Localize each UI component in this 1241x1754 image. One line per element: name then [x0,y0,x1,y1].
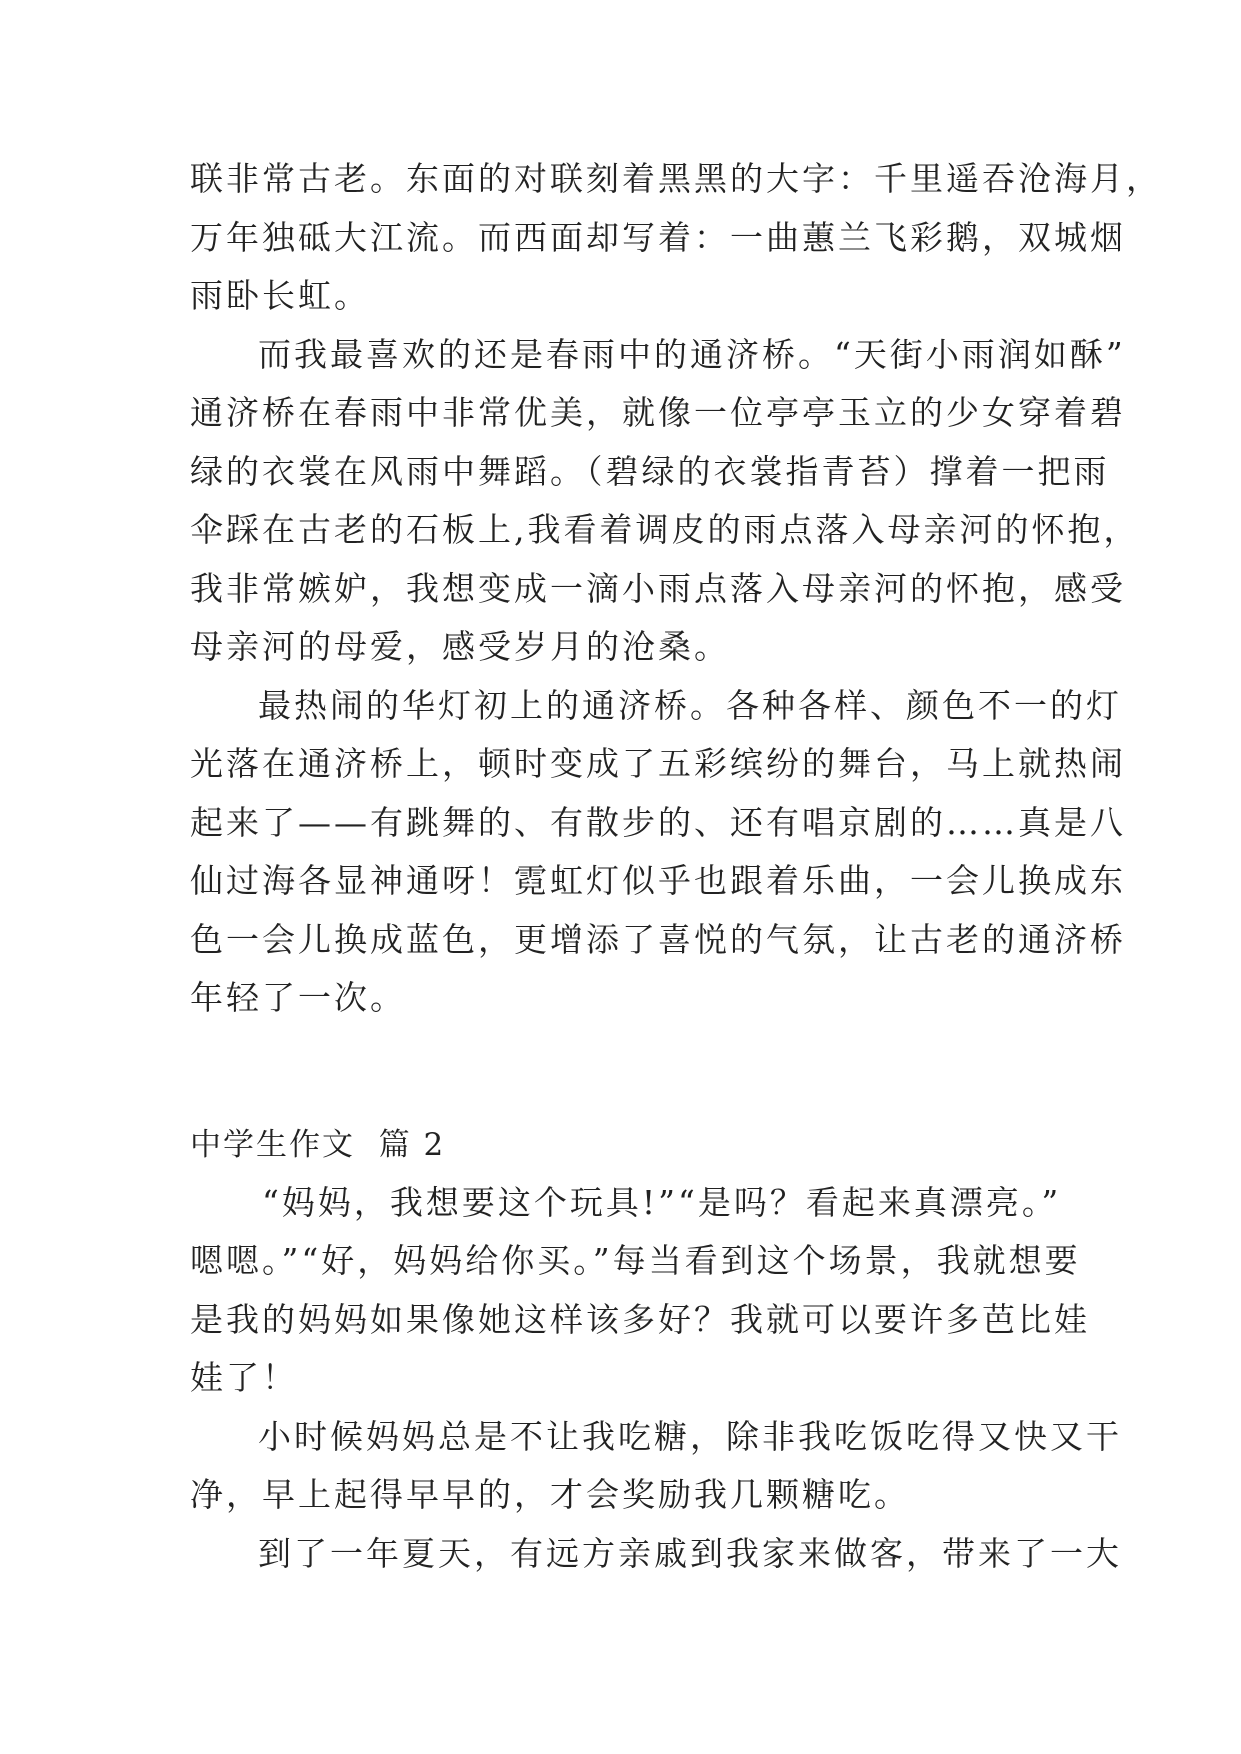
paragraph-first-line: 而我最喜欢的还是春雨中的通济桥。“天街小雨润如酥” [258,334,1126,374]
text-line: 通济桥在春雨中非常优美，就像一位亭亭玉立的少女穿着碧 [190,393,1126,432]
section-gap [190,1028,1050,1116]
paragraph-first-line: 最热闹的华灯初上的通济桥。各种各样、颜色不一的灯 [258,685,1122,725]
text-line: 嗯嗯。”“好，妈妈给你买。”每当看到这个场景，我就想要 [190,1241,1081,1280]
text-line: 娃了！ [190,1358,298,1397]
section-title: 中学生作文 篇 2 [190,1126,446,1163]
text-line: 光落在通济桥上，顿时变成了五彩缤纷的舞台，马上就热闹 [190,744,1126,783]
text-line: 绿的衣裳在风雨中舞蹈。（碧绿的衣裳指青苔）撑着一把雨 [190,451,1110,491]
text-line: 是我的妈妈如果像她这样该多好？我就可以要许多芭比娃 [190,1299,1090,1339]
text-line: 雨卧长虹。 [190,276,370,315]
paragraph-first-line: 到了一年夏天，有远方亲戚到我家来做客，带来了一大 [258,1533,1122,1573]
text-line: 起来了——有跳舞的、有散步的、还有唱京剧的……真是八 [190,802,1126,842]
text-line: 伞踩在古老的石板上,我看着调皮的雨点落入母亲河的怀抱， [190,510,1140,549]
paragraph-first-line: “妈妈，我想要这个玩具!”“是吗？看起来真漂亮。” [262,1182,1062,1222]
document-page [190,150,1162,1583]
text-line: 年轻了一次。 [190,978,406,1017]
text-line: 仙过海各显神通呀！霓虹灯似乎也跟着乐曲，一会儿换成东 [190,861,1126,900]
text-line: 万年独砥大江流。而西面却写着：一曲蕙兰飞彩鹅，双城烟 [190,217,1126,257]
paragraph-first-line: 小时候妈妈总是不让我吃糖，除非我吃饭吃得又快又干 [258,1416,1122,1456]
text-line: 净，早上起得早早的，才会奖励我几颗糖吃。 [190,1475,910,1514]
text-line: 母亲河的母爱，感受岁月的沧桑。 [190,627,730,666]
text-line: 我非常嫉妒，我想变成一滴小雨点落入母亲河的怀抱，感受 [190,568,1126,608]
text-line: 色一会儿换成蓝色，更增添了喜悦的气氛，让古老的通济桥 [190,919,1126,959]
text-line: 联非常古老。东面的对联刻着黑黑的大字：千里遥吞沧海月， [190,159,1162,198]
